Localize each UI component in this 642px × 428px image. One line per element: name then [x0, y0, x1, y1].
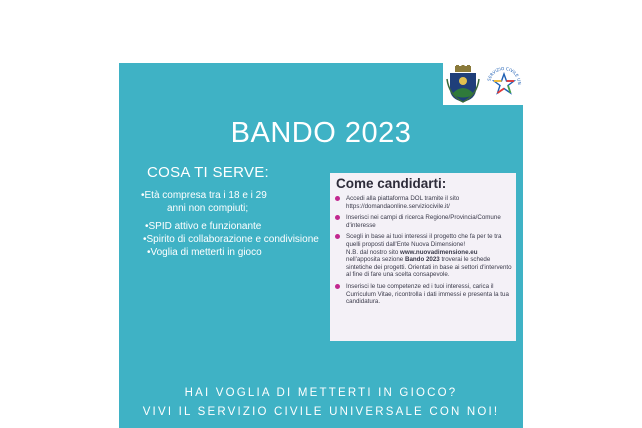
poster-title: BANDO 2023	[230, 117, 412, 149]
step-item	[334, 195, 513, 210]
requirement-age-line2: anni non compiuti;	[167, 203, 249, 214]
how-to-apply-card	[330, 173, 516, 341]
step-item	[334, 283, 513, 306]
step-item	[334, 233, 513, 279]
requirements-heading: COSA TI SERVE:	[147, 164, 270, 181]
step-3-text: Scegli in base ai tuoi interessi il progetto che fa per te tra quelli proposti dall'Ente Nuova Dimensione!	[346, 233, 502, 248]
step-4-text: Inserisci le tue competenze ed i tuoi interessi, carica il Curriculum Vitae, ricontrolla i dati immessi e presenta la tua candidatura.	[346, 282, 509, 306]
tagline-line-2: VIVI IL SERVIZIO CIVILE UNIVERSALE CON NOI!	[142, 406, 500, 418]
scu-logo-text-top: SERVIZIO CIVILE UN	[486, 65, 523, 85]
bullet-icon	[335, 215, 340, 220]
requirement-item	[141, 189, 319, 215]
how-to-apply-heading: Come candidarti:	[336, 176, 447, 191]
step-item	[334, 214, 513, 229]
bullet-icon	[335, 234, 340, 239]
site-link[interactable]: www.nuovadimensione.eu	[400, 248, 478, 256]
poster	[119, 63, 523, 428]
section-name: Bando 2023	[404, 256, 440, 264]
requirement-item: •Voglia di metterti in gioco	[147, 247, 262, 258]
tagline-line-1: HAI VOGLIA DI METTERTI IN GIOCO?	[184, 387, 458, 399]
step-1-text: Accedi alla piattaforma DOL tramite il sito https://domandaonline.serviziocivile.it/	[346, 195, 460, 210]
requirement-item: •SPID attivo e funzionante	[145, 221, 262, 232]
bullet-icon	[335, 196, 340, 201]
servizio-civile-logo-icon	[485, 64, 523, 104]
requirement-item: •Spirito di collaborazione e condivisione	[143, 234, 319, 245]
requirements-list	[141, 189, 319, 259]
step-3-note-3: troverai le schede sintetiche dei progetti. Orientati in base ai settori d'intervento al fine di fare una scelta consapevole.	[346, 256, 512, 279]
bullet-icon	[335, 284, 340, 289]
steps-list	[334, 195, 513, 310]
requirement-age-line1: •Età compresa tra i 18 e i 29	[141, 190, 267, 201]
logos-box	[443, 63, 523, 105]
step-3-note: N.B. dal nostro sito	[346, 248, 400, 256]
municipal-crest-icon	[445, 65, 481, 103]
step-2-text: Inserisci nei campi di ricerca Regione/Provincia/Comune d'interesse	[346, 214, 501, 229]
step-3-note-2: nell'apposita sezione	[346, 256, 405, 264]
